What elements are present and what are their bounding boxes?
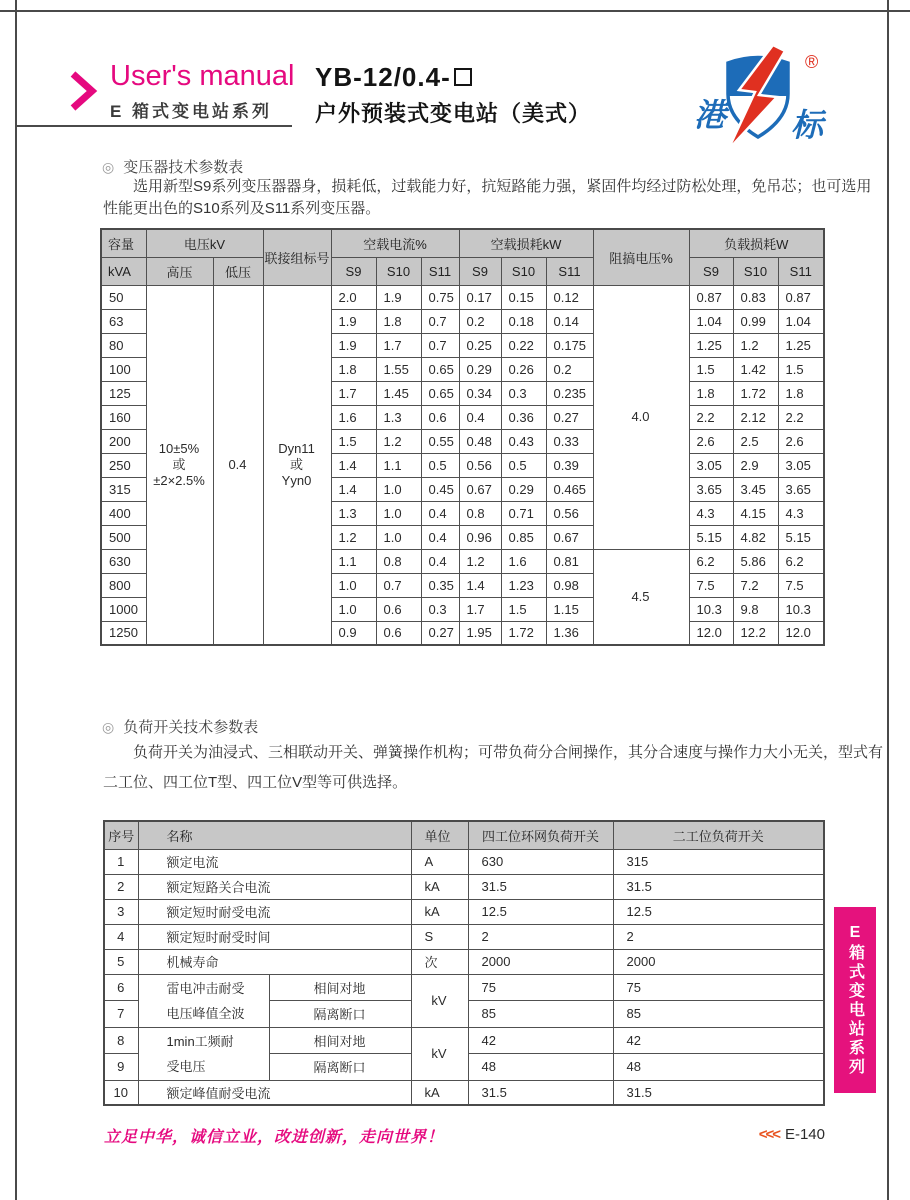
table-cell: 0.3 — [501, 381, 546, 405]
table-cell: 1.8 — [331, 357, 376, 381]
table-cell: 1.0 — [376, 501, 421, 525]
table-cell: 0.65 — [421, 381, 459, 405]
table-cell: 0.48 — [459, 429, 501, 453]
table-cell: 1.2 — [459, 549, 501, 573]
table-cell: 12.5 — [613, 899, 824, 924]
table-cell: 0.6 — [376, 621, 421, 645]
table-cell: 3.05 — [689, 453, 733, 477]
table-cell: 0.2 — [546, 357, 593, 381]
table-cell: 2.12 — [733, 405, 778, 429]
table-cell: 1.2 — [331, 525, 376, 549]
table-cell: 250 — [101, 453, 146, 477]
table-cell: 315 — [613, 849, 824, 874]
transformer-section-title — [102, 156, 243, 177]
table-cell: 0.99 — [733, 309, 778, 333]
logo-char-left: 港 — [694, 97, 727, 133]
table-header-cell: 二工位负荷开关 — [613, 821, 824, 849]
table-cell: 1.23 — [501, 573, 546, 597]
table-cell: 0.67 — [546, 525, 593, 549]
table-cell: 额定短时耐受电流 — [138, 899, 411, 924]
table-cell: 630 — [101, 549, 146, 573]
table-cell: 0.7 — [376, 573, 421, 597]
table-cell: 相间对地 — [269, 1027, 411, 1054]
table-cell: 0.22 — [501, 333, 546, 357]
logo-char-right: 标 — [791, 107, 824, 143]
table-cell: Dyn11 或 Yyn0 — [263, 285, 331, 645]
header-underline — [16, 125, 292, 127]
table-header-cell: 序号 — [104, 821, 138, 849]
table-cell: 1.15 — [546, 597, 593, 621]
load-switch-table — [103, 820, 825, 1106]
table-cell: 7.2 — [733, 573, 778, 597]
table-cell: 0.235 — [546, 381, 593, 405]
table-cell: 0.34 — [459, 381, 501, 405]
table-cell: 1.2 — [733, 333, 778, 357]
table-cell: 0.65 — [421, 357, 459, 381]
brand-logo — [688, 44, 828, 163]
table-cell: 2000 — [468, 949, 613, 974]
table-cell: 1.5 — [689, 357, 733, 381]
table-cell: S — [411, 924, 468, 949]
table-cell: 0.4 — [213, 285, 263, 645]
table-cell: 5.15 — [778, 525, 824, 549]
table-cell: 1.4 — [331, 477, 376, 501]
table-cell: 1.4 — [331, 453, 376, 477]
table-cell: 1.9 — [331, 309, 376, 333]
table-cell: 5.86 — [733, 549, 778, 573]
table-cell: 42 — [468, 1027, 613, 1054]
table-cell: 0.2 — [459, 309, 501, 333]
table-cell: 0.56 — [546, 501, 593, 525]
page-number: E-140 — [784, 1126, 825, 1143]
table-cell: 0.4 — [421, 501, 459, 525]
table-cell: 31.5 — [468, 1080, 613, 1105]
table-cell: 9.8 — [733, 597, 778, 621]
left-border-line — [15, 0, 17, 1200]
table-cell: 48 — [468, 1054, 613, 1081]
table-cell: 125 — [101, 381, 146, 405]
table-header-cell: 低压 — [213, 257, 263, 285]
table-cell: 315 — [101, 477, 146, 501]
table-cell: 0.7 — [421, 309, 459, 333]
table-cell: 1.04 — [689, 309, 733, 333]
table-cell: 12.0 — [689, 621, 733, 645]
table-cell: 1.5 — [778, 357, 824, 381]
table-cell: 0.4 — [421, 549, 459, 573]
table-cell: 1.7 — [376, 333, 421, 357]
table-cell: 0.5 — [421, 453, 459, 477]
placeholder-square-icon — [454, 68, 472, 86]
table-cell: 10 — [104, 1080, 138, 1105]
table-cell: 机械寿命 — [138, 949, 411, 974]
table-cell: 0.27 — [421, 621, 459, 645]
table-cell: 75 — [468, 974, 613, 1001]
right-border-line — [887, 0, 889, 1200]
table-cell: 0.12 — [546, 285, 593, 309]
table-cell: 3.05 — [778, 453, 824, 477]
table-cell: 1.04 — [778, 309, 824, 333]
table-cell: 4.5 — [593, 549, 689, 645]
table-cell: 1.0 — [376, 525, 421, 549]
table-cell: 630 — [468, 849, 613, 874]
table-header-cell: 空载损耗kW — [459, 229, 593, 257]
table-cell: 0.33 — [546, 429, 593, 453]
table-cell: 500 — [101, 525, 146, 549]
table-cell: 0.26 — [501, 357, 546, 381]
table-cell: 0.7 — [421, 333, 459, 357]
table-cell: 0.17 — [459, 285, 501, 309]
table-cell: 3 — [104, 899, 138, 924]
table-cell: 0.45 — [421, 477, 459, 501]
table-header-cell: S9 — [331, 257, 376, 285]
table-cell: 0.29 — [459, 357, 501, 381]
table-cell: 0.81 — [546, 549, 593, 573]
table-cell: 额定短时耐受时间 — [138, 924, 411, 949]
table-header-cell: kVA — [101, 257, 146, 285]
table-cell: 1.1 — [331, 549, 376, 573]
table-header-cell: S10 — [501, 257, 546, 285]
transformer-section-title-text: 变压器技术参数表 — [123, 159, 244, 176]
registered-mark: ® — [805, 52, 819, 72]
transformer-table — [100, 228, 825, 646]
series-subtitle: E 箱式变电站系列 — [110, 102, 273, 121]
section-bullet-icon: ◎ — [102, 719, 115, 735]
table-header-cell: S9 — [689, 257, 733, 285]
table-cell: 1.0 — [376, 477, 421, 501]
table-cell: kA — [411, 1080, 468, 1105]
header-chevron-icon — [66, 68, 98, 119]
page-number-block — [740, 1126, 825, 1143]
table-cell: 0.39 — [546, 453, 593, 477]
table-cell: 1.42 — [733, 357, 778, 381]
table-cell: 0.83 — [733, 285, 778, 309]
table-cell: 2.5 — [733, 429, 778, 453]
table-cell: 1.25 — [689, 333, 733, 357]
table-cell: 400 — [101, 501, 146, 525]
table-cell: 1.7 — [459, 597, 501, 621]
table-cell: 1250 — [101, 621, 146, 645]
load-switch-section-desc: 负荷开关为油浸式、三相联动开关、弹簧操作机构；可带负荷分合闸操作，其分合速度与操作力大小无关，型式有二工位、四工位T型、四工位V型等可供选择。 — [103, 744, 884, 791]
table-cell: kV — [411, 974, 468, 1027]
table-cell: 1.5 — [501, 597, 546, 621]
table-cell: 1min工频耐 受电压 — [138, 1027, 269, 1080]
table-cell: 100 — [101, 357, 146, 381]
table-cell: 4.0 — [593, 285, 689, 549]
table-cell: 200 — [101, 429, 146, 453]
table-cell: 31.5 — [468, 874, 613, 899]
table-cell: 2000 — [613, 949, 824, 974]
table-header-cell: 高压 — [146, 257, 213, 285]
table-cell: 2.0 — [331, 285, 376, 309]
side-tab-label: E箱式变电站系列 — [846, 923, 864, 1077]
table-cell: 2.2 — [778, 405, 824, 429]
table-cell: 2.6 — [689, 429, 733, 453]
table-header-cell: 单位 — [411, 821, 468, 849]
table-cell: kA — [411, 874, 468, 899]
table-cell: 48 — [613, 1054, 824, 1081]
table-cell: 0.35 — [421, 573, 459, 597]
back-arrows-icon: <<< — [758, 1126, 779, 1143]
load-switch-section-title — [102, 716, 258, 737]
table-cell: 1.36 — [546, 621, 593, 645]
table-cell: 85 — [468, 1001, 613, 1028]
table-cell: 1.4 — [459, 573, 501, 597]
table-cell: 0.75 — [421, 285, 459, 309]
table-cell: 7.5 — [778, 573, 824, 597]
table-cell: 额定峰值耐受电流 — [138, 1080, 411, 1105]
table-cell: 3.45 — [733, 477, 778, 501]
table-header-cell: S11 — [546, 257, 593, 285]
table-cell: 6.2 — [778, 549, 824, 573]
table-header-cell: S11 — [778, 257, 824, 285]
table-cell: 0.3 — [421, 597, 459, 621]
table-cell: 1.3 — [376, 405, 421, 429]
table-cell: 1000 — [101, 597, 146, 621]
table-header-cell: 负载损耗W — [689, 229, 824, 257]
table-cell: 6.2 — [689, 549, 733, 573]
table-cell: 10.3 — [778, 597, 824, 621]
table-cell: 0.175 — [546, 333, 593, 357]
table-cell: 1.72 — [501, 621, 546, 645]
table-cell: 10.3 — [689, 597, 733, 621]
table-cell: 0.25 — [459, 333, 501, 357]
table-cell: 8 — [104, 1027, 138, 1054]
table-cell: 5 — [104, 949, 138, 974]
table-cell: 0.8 — [376, 549, 421, 573]
table-cell: 隔离断口 — [269, 1001, 411, 1028]
table-cell: 1.1 — [376, 453, 421, 477]
product-name-title: 户外预装式变电站（美式） — [315, 101, 592, 126]
users-manual-title: User's manual — [110, 60, 295, 92]
table-cell: 次 — [411, 949, 468, 974]
table-cell: 2.9 — [733, 453, 778, 477]
table-header-cell: S11 — [421, 257, 459, 285]
table-cell: 2 — [468, 924, 613, 949]
table-header-cell: 空载电流% — [331, 229, 459, 257]
table-cell: 50 — [101, 285, 146, 309]
table-cell: 0.67 — [459, 477, 501, 501]
table-cell: 80 — [101, 333, 146, 357]
table-cell: 相间对地 — [269, 974, 411, 1001]
table-cell: 1.55 — [376, 357, 421, 381]
table-cell: 0.87 — [689, 285, 733, 309]
top-border-line — [0, 10, 910, 12]
table-cell: 0.8 — [459, 501, 501, 525]
table-cell: 1.7 — [331, 381, 376, 405]
table-cell: 1.9 — [376, 285, 421, 309]
table-cell: 6 — [104, 974, 138, 1001]
table-cell: 0.15 — [501, 285, 546, 309]
table-cell: A — [411, 849, 468, 874]
table-cell: 雷电冲击耐受 电压峰值全波 — [138, 974, 269, 1027]
table-header-cell: 阻搞电压% — [593, 229, 689, 285]
table-cell: 75 — [613, 974, 824, 1001]
table-cell: 0.4 — [421, 525, 459, 549]
table-cell: 2 — [104, 874, 138, 899]
table-cell: 5.15 — [689, 525, 733, 549]
table-cell: 0.465 — [546, 477, 593, 501]
table-cell: 0.96 — [459, 525, 501, 549]
table-cell: 63 — [101, 309, 146, 333]
table-cell: 0.5 — [501, 453, 546, 477]
table-cell: 额定电流 — [138, 849, 411, 874]
table-header-cell: 联接组标号 — [263, 229, 331, 285]
table-cell: 1.5 — [331, 429, 376, 453]
table-cell: 7.5 — [689, 573, 733, 597]
table-cell: 0.9 — [331, 621, 376, 645]
table-cell: 160 — [101, 405, 146, 429]
table-cell: 额定短路关合电流 — [138, 874, 411, 899]
table-cell: 0.14 — [546, 309, 593, 333]
table-cell: 3.65 — [778, 477, 824, 501]
table-header-cell: 名称 — [138, 821, 411, 849]
table-cell: 3.65 — [689, 477, 733, 501]
table-cell: 0.4 — [459, 405, 501, 429]
table-cell: 12.2 — [733, 621, 778, 645]
table-cell: 0.18 — [501, 309, 546, 333]
table-cell: 1.25 — [778, 333, 824, 357]
table-cell: 0.85 — [501, 525, 546, 549]
table-cell: 4.15 — [733, 501, 778, 525]
series-side-tab — [834, 907, 876, 1093]
table-cell: kA — [411, 899, 468, 924]
table-cell: 0.87 — [778, 285, 824, 309]
table-header-cell: S10 — [733, 257, 778, 285]
table-cell: 7 — [104, 1001, 138, 1028]
table-cell: 4 — [104, 924, 138, 949]
load-switch-section-title-text: 负荷开关技术参数表 — [123, 719, 259, 736]
product-model-title — [315, 62, 472, 93]
table-cell: 42 — [613, 1027, 824, 1054]
table-cell: 1 — [104, 849, 138, 874]
section-bullet-icon: ◎ — [102, 159, 115, 175]
table-cell: 1.2 — [376, 429, 421, 453]
product-model-text: YB-12/0.4- — [315, 62, 451, 92]
table-cell: 4.3 — [689, 501, 733, 525]
table-cell: 0.6 — [421, 405, 459, 429]
table-cell: 隔离断口 — [269, 1054, 411, 1081]
table-cell: 0.43 — [501, 429, 546, 453]
table-cell: 0.27 — [546, 405, 593, 429]
table-cell: 0.36 — [501, 405, 546, 429]
table-cell: 2.2 — [689, 405, 733, 429]
table-cell: 0.6 — [376, 597, 421, 621]
table-cell: 0.55 — [421, 429, 459, 453]
table-cell: 85 — [613, 1001, 824, 1028]
table-cell: 1.8 — [376, 309, 421, 333]
table-cell: 1.0 — [331, 597, 376, 621]
table-cell: 1.8 — [778, 381, 824, 405]
table-header-cell: 电压kV — [146, 229, 263, 257]
table-cell: 1.45 — [376, 381, 421, 405]
table-cell: 1.9 — [331, 333, 376, 357]
table-cell: 1.0 — [331, 573, 376, 597]
table-cell: 0.29 — [501, 477, 546, 501]
footer-slogan: 立足中华，诚信立业，改进创新，走向世界！ — [104, 1129, 445, 1146]
table-cell: 1.6 — [501, 549, 546, 573]
transformer-section-desc: 选用新型S9系列变压器器身，损耗低，过载能力好，抗短路能力强，紧固件均经过防松处理，免吊芯；也可选用性能更出色的S10系列及S11系列变压器。 — [103, 178, 872, 217]
table-cell: 800 — [101, 573, 146, 597]
table-cell: 2.6 — [778, 429, 824, 453]
table-cell: 1.3 — [331, 501, 376, 525]
table-cell: 1.8 — [689, 381, 733, 405]
table-cell: 10±5% 或 ±2×2.5% — [146, 285, 213, 645]
table-cell: 31.5 — [613, 1080, 824, 1105]
table-cell: 2 — [613, 924, 824, 949]
table-cell: 12.0 — [778, 621, 824, 645]
table-cell: 0.71 — [501, 501, 546, 525]
table-cell: kV — [411, 1027, 468, 1080]
table-header-cell: 容量 — [101, 229, 146, 257]
table-cell: 4.3 — [778, 501, 824, 525]
table-cell: 1.72 — [733, 381, 778, 405]
table-cell: 1.95 — [459, 621, 501, 645]
table-cell: 0.98 — [546, 573, 593, 597]
table-cell: 31.5 — [613, 874, 824, 899]
table-header-cell: S9 — [459, 257, 501, 285]
table-cell: 4.82 — [733, 525, 778, 549]
table-cell: 1.6 — [331, 405, 376, 429]
table-header-cell: 四工位环网负荷开关 — [468, 821, 613, 849]
table-header-cell: S10 — [376, 257, 421, 285]
table-cell: 9 — [104, 1054, 138, 1081]
table-cell: 12.5 — [468, 899, 613, 924]
table-cell: 0.56 — [459, 453, 501, 477]
